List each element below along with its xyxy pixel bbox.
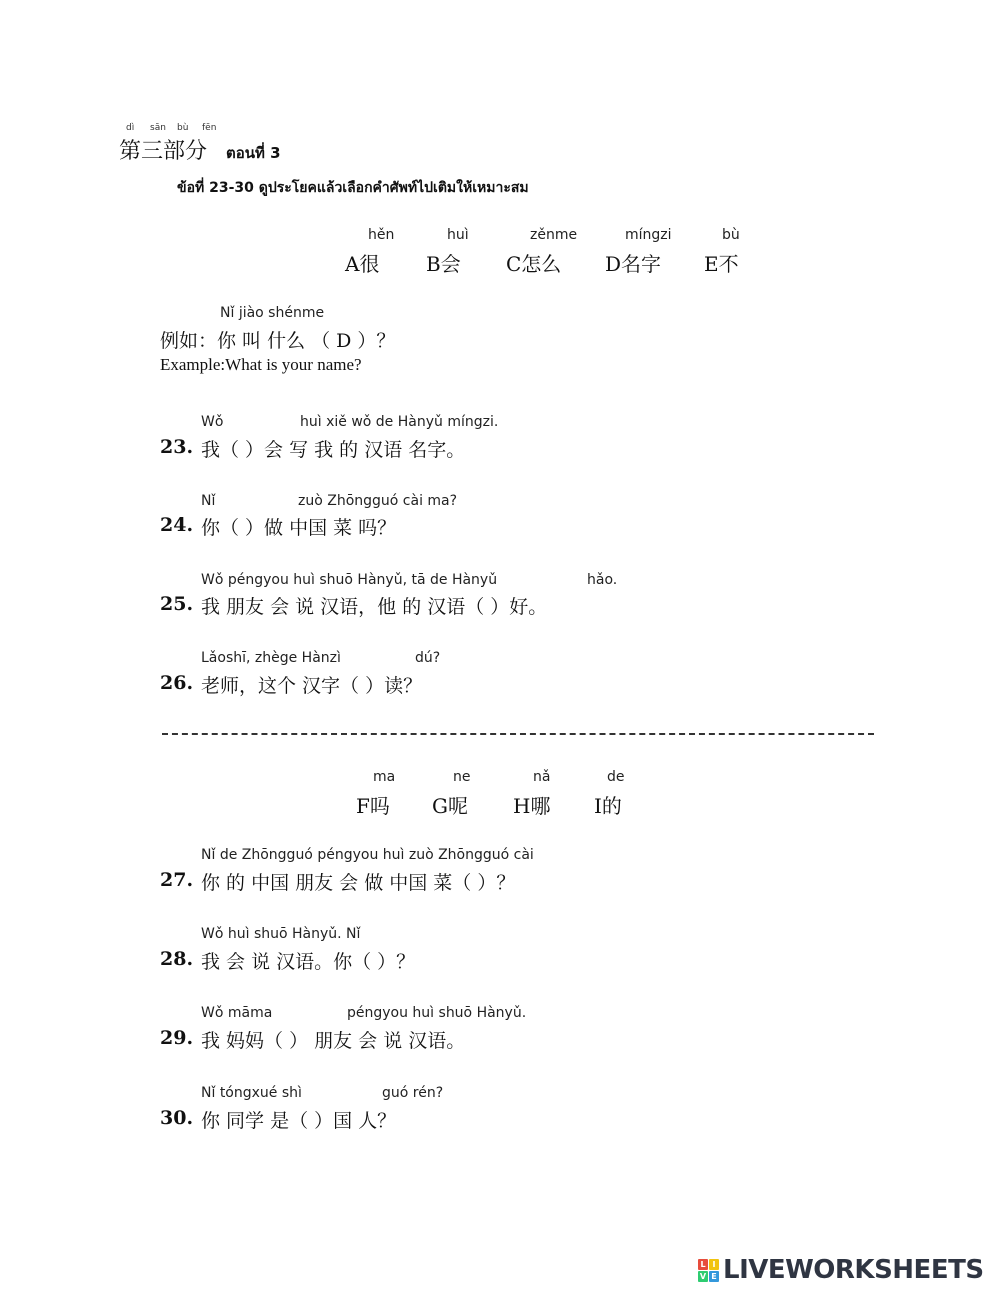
q24-number: 24.: [160, 514, 194, 536]
q30-pinyin-2: guó rén?: [382, 1085, 444, 1101]
q28-pinyin-1: Wǒ huì shuō Hànyǔ. Nǐ: [201, 926, 361, 942]
q30-pinyin-1: Nǐ tóngxué shì: [201, 1085, 302, 1101]
option-b-pinyin: huì: [447, 227, 469, 243]
example-pinyin: Nǐ jiào shénme: [220, 305, 325, 321]
q30-sentence[interactable]: 你 同学 是（ ）国 人？: [201, 1110, 397, 1132]
q26-pinyin-2: dú?: [415, 650, 441, 666]
q24-pinyin-1: Nǐ: [201, 493, 216, 509]
header-pinyin-3: bù: [177, 123, 189, 133]
q23-sentence[interactable]: 我（ ）会 写 我 的 汉语 名字。: [201, 439, 466, 461]
option-i-pinyin: de: [607, 769, 625, 785]
logo-blocks-icon: [698, 1259, 719, 1282]
logo-text: LIVEWORKSHEETS: [723, 1255, 984, 1285]
section-divider: [162, 733, 874, 735]
header-pinyin-1: dì: [126, 123, 135, 133]
liveworksheets-logo[interactable]: [698, 1255, 984, 1285]
header-pinyin-2: sān: [150, 123, 166, 133]
header-pinyin-4: fēn: [202, 123, 217, 133]
example-sentence: 例如：你 叫 什么 （ D ）？: [160, 330, 396, 352]
option-e-pinyin: bù: [722, 227, 740, 243]
option-d: D名字: [605, 252, 662, 276]
option-e: E不: [704, 252, 739, 276]
q25-pinyin-1: Wǒ péngyou huì shuō Hànyǔ, tā de Hànyǔ: [201, 572, 498, 588]
q27-number: 27.: [160, 869, 194, 891]
option-b: B会: [426, 252, 461, 276]
q30-number: 30.: [160, 1107, 194, 1129]
q29-number: 29.: [160, 1027, 194, 1049]
q25-pinyin-2: hǎo.: [587, 572, 618, 588]
q24-sentence[interactable]: 你（ ）做 中国 菜 吗？: [201, 517, 397, 539]
section-title-cn: 第三部分: [119, 139, 208, 164]
option-h-pinyin: nǎ: [533, 769, 551, 785]
example-english: Example:What is your name?: [160, 355, 362, 374]
q25-sentence[interactable]: 我 朋友 会 说 汉语，他 的 汉语（ ）好。: [201, 596, 548, 618]
logo-block-e: E: [709, 1271, 719, 1282]
option-i: I的: [594, 794, 622, 818]
q26-number: 26.: [160, 672, 194, 694]
q23-pinyin-1: Wǒ: [201, 414, 224, 430]
q25-number: 25.: [160, 593, 194, 615]
q23-pinyin-2: huì xiě wǒ de Hànyǔ míngzi.: [300, 414, 499, 430]
option-c: C怎么: [506, 252, 562, 276]
q26-pinyin-1: Lǎoshī, zhège Hànzì: [201, 650, 341, 666]
option-c-pinyin: zěnme: [530, 227, 578, 243]
option-h: H哪: [513, 794, 551, 818]
option-f: F吗: [356, 794, 390, 818]
q26-sentence[interactable]: 老师，这个 汉字（ ）读？: [201, 675, 423, 697]
section-title-th: ตอนที่ 3: [226, 144, 281, 162]
q23-number: 23.: [160, 436, 194, 458]
q27-pinyin-1: Nǐ de Zhōngguó péngyou huì zuò Zhōngguó cài: [201, 847, 534, 863]
logo-block-v: V: [699, 1271, 707, 1281]
option-d-pinyin: míngzi: [625, 227, 672, 243]
q24-pinyin-2: zuò Zhōngguó cài ma?: [298, 493, 458, 509]
option-a: A很: [345, 252, 380, 276]
logo-block-l: L: [698, 1259, 708, 1270]
q29-pinyin-2: péngyou huì shuō Hànyǔ.: [347, 1005, 527, 1021]
instruction-text: ข้อที่ 23-30 ดูประโยคแล้วเลือกคำศัพท์ไปเติมให้เหมาะสม: [177, 180, 529, 196]
option-a-pinyin: hěn: [368, 227, 395, 243]
option-g-pinyin: ne: [453, 769, 471, 785]
option-f-pinyin: ma: [373, 769, 396, 785]
q28-number: 28.: [160, 948, 194, 970]
q27-sentence[interactable]: 你 的 中国 朋友 会 做 中国 菜（ ）？: [201, 872, 516, 894]
q29-pinyin-1: Wǒ māma: [201, 1005, 273, 1021]
logo-block-i: I: [709, 1259, 719, 1270]
option-g: G呢: [432, 794, 468, 818]
q29-sentence[interactable]: 我 妈妈（ ） 朋友 会 说 汉语。: [201, 1030, 466, 1052]
q28-sentence[interactable]: 我 会 说 汉语。你（ ）？: [201, 951, 416, 973]
